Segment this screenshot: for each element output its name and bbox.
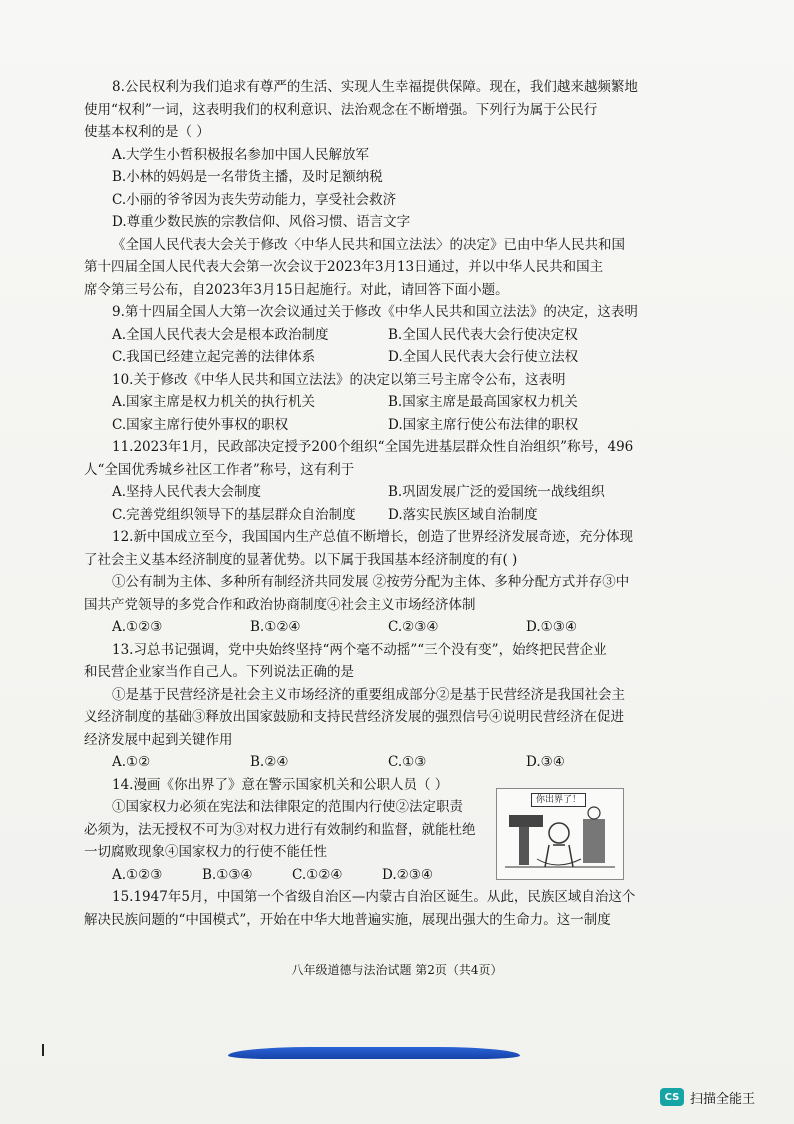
q14-item-line: 一切腐败现象④国家权力的行使不能任性 (84, 844, 327, 860)
q10-options-row (84, 414, 664, 437)
q12-option-c: C.②③④ (388, 619, 439, 635)
q14-item-line: 必须为，法无授权不可为③对权力进行有效制约和监督，就能杜绝 (84, 821, 476, 838)
q9-option-c: C.我国已经建立起完善的法律体系 (112, 349, 316, 365)
q14-options-row (84, 864, 472, 887)
q14-stem: 14.漫画《你出界了》意在警示国家机关和公职人员（ ） (112, 776, 449, 793)
q11-options-row (84, 504, 664, 527)
q10-option-c: C.国家主席行使外事权的职权 (112, 416, 289, 433)
question-12 (84, 526, 664, 639)
q13-option-b: B.②④ (250, 754, 289, 770)
q9-options-row (84, 346, 664, 369)
scan-mark (42, 1044, 44, 1056)
q8-option-b: B.小林的妈妈是一名带货主播，及时足额纳税 (112, 169, 383, 185)
question-13 (84, 639, 664, 774)
intro-line: 席令第三号公布，自2023年3月15日起施行。对此，请回答下面小题。 (84, 281, 509, 298)
q13-stem-line: 和民营企业家当作自己人。下列说法正确的是 (84, 664, 354, 680)
q11-option-d: D.落实民族区域自治制度 (388, 506, 538, 523)
q13-item-line: ①是基于民营经济是社会主义市场经济的重要组成部分②是基于民营经济是我国社会主 (112, 686, 625, 703)
cartoon-illustration (496, 788, 624, 880)
q9-option-a: A.全国人民代表大会是根本政治制度 (112, 326, 329, 343)
q8-stem-line: 使基本权利的是（ ） (84, 124, 210, 140)
intro-line: 《全国人民代表大会关于修改〈中华人民共和国立法法〉的决定》已由中华人民共和国 (112, 236, 625, 253)
q13-option-c: C.①③ (388, 754, 427, 770)
scanner-watermark (660, 1086, 755, 1108)
q11-stem-line: 人“全国优秀城乡社区工作者”称号，这有利于 (84, 461, 355, 478)
q10-stem: 10.关于修改《中华人民共和国立法法》的决定以第三号主席令公布，这表明 (112, 371, 566, 388)
q13-item-line: 经济发展中起到关键作用 (84, 731, 233, 748)
q12-stem-line: 了社会主义基本经济制度的显著优势。以下属于我国基本经济制度的有( ) (84, 551, 518, 568)
q15-stem-line: 15.1947年5月，中国第一个省级自治区—内蒙古自治区诞生。从此，民族区域自治这个 (112, 889, 636, 905)
q8-stem-line: 8.公民权利为我们追求有尊严的生活、实现人生幸福提供保障。现在，我们越来越频繁地 (112, 79, 638, 95)
q11-option-b: B.巩固发展广泛的爱国统一战线组织 (388, 484, 605, 500)
q10-option-d: D.国家主席行使公布法律的职权 (388, 416, 579, 433)
page-footer: 八年级道德与法治试题 第2页（共4页） (291, 963, 503, 977)
intro-line: 第十四届全国人民代表大会第一次会议于2023年3月13日通过，并以中华人民共和国主 (84, 259, 604, 275)
q12-option-a: A.①②③ (112, 619, 163, 635)
camscanner-logo-icon: CS (660, 1088, 684, 1106)
question-8 (84, 76, 664, 234)
q8-option-a: A.大学生小哲积极报名参加中国人民解放军 (112, 146, 370, 163)
q11-stem-line: 11.2023年1月，民政部决定授予200个组织“全国先进基层群众性自治组织”称号，496 (112, 439, 634, 455)
q12-option-b: B.①②④ (250, 619, 301, 635)
q14-option-d: D.②③④ (382, 866, 433, 883)
q9-option-b: B.全国人民代表大会行使决定权 (388, 326, 578, 343)
q9-stem: 9.第十四届全国人大第一次会议通过关于修改《中华人民共和国立法法》的决定，这表明 (112, 304, 638, 320)
cartoon-caption: 你出界了！ (531, 793, 586, 807)
q12-option-d: D.①③④ (526, 619, 577, 635)
question-9 (84, 301, 664, 369)
q13-stem-line: 13.习总书记强调，党中央始终坚持“两个毫不动摇”“三个没有变”，始终把民营企业 (112, 641, 607, 658)
q13-option-a: A.①② (112, 754, 151, 770)
q8-option-c: C.小丽的爷爷因为丧失劳动能力，享受社会救济 (112, 191, 397, 208)
q8-option-d: D.尊重少数民族的宗教信仰、风俗习惯、语言文字 (112, 214, 411, 230)
q14-option-b: B.①③④ (202, 866, 253, 883)
material-intro (84, 234, 664, 302)
q9-options-row (84, 324, 664, 347)
q13-item-line: 义经济制度的基础③释放出国家鼓励和支持民营经济发展的强烈信号④说明民营经济在促进 (84, 709, 624, 725)
q15-stem-line: 解决民族问题的“中国模式”，开始在中华大地普遍实施，展现出强大的生命力。这一制度 (84, 911, 611, 928)
q14-option-c: C.①②④ (292, 866, 343, 883)
q12-options-row (84, 616, 664, 639)
q11-options-row (84, 481, 664, 504)
q10-options-row (84, 391, 664, 414)
q9-option-d: D.全国人民代表大会行使立法权 (388, 349, 579, 365)
question-15 (84, 886, 664, 931)
q14-item-line: ①国家权力必须在宪法和法律限定的范围内行使②法定职责 (112, 799, 463, 815)
q10-option-b: B.国家主席是最高国家权力机关 (388, 394, 578, 410)
blue-stroke-artifact (228, 1047, 520, 1059)
q8-stem-line: 使用“权利”一词，这表明我们的权利意识、法治观念在不断增强。下列行为属于公民行 (84, 101, 598, 118)
q13-options-row (84, 751, 664, 774)
q10-option-a: A.国家主席是权力机关的执行机关 (112, 394, 316, 410)
q14-option-a: A.①②③ (112, 866, 163, 883)
q12-stem-line: 12.新中国成立至今，我国国内生产总值不断增长，创造了世界经济发展奇迹，充分体现 (112, 529, 633, 545)
q11-option-c: C.完善党组织领导下的基层群众自治制度 (112, 506, 356, 523)
q12-item-line: 国共产党领导的多党合作和政治协商制度④社会主义市场经济体制 (84, 596, 476, 613)
scanner-brand-name: 扫描全能王 (690, 1091, 756, 1107)
q12-item-line: ①公有制为主体、多种所有制经济共同发展 ②按劳分配为主体、多种分配方式并存③中 (112, 574, 630, 590)
q11-option-a: A.坚持人民代表大会制度 (112, 484, 262, 500)
question-10 (84, 369, 664, 437)
question-11 (84, 436, 664, 526)
q13-option-d: D.③④ (526, 754, 565, 770)
